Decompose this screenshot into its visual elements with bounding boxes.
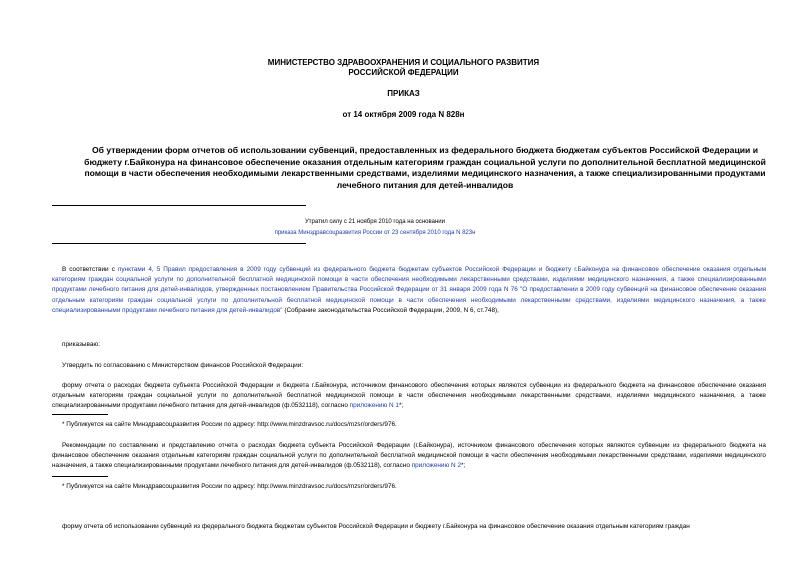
item-3-paragraph: форму отчета об использовании субвенций из федерального бюджета бюджетам субъектов Российской Федерации и бюджету г.Байконура на финансовое обеспечение оказания отдельным категориям граждан bbox=[62, 523, 690, 530]
footnote-2: * Публикуется на сайте Минздравсоцразвития России по адресу: http://www.minzdravsoc.ru/docs/mzsr/orders/976. bbox=[62, 483, 397, 490]
appendix-2-link[interactable]: приложению N 2 bbox=[411, 462, 461, 470]
order-word: приказываю: bbox=[62, 341, 100, 348]
preamble-paragraph bbox=[52, 265, 766, 316]
preamble-intro: В соответствии с bbox=[62, 266, 115, 273]
footnote-1: * Публикуется на сайте Минздравсоцразвития России по адресу: http://www.minzdravsoc.ru/docs/mzsr/orders/976. bbox=[62, 421, 397, 428]
approve-line: Утвердить по согласованию с Министерством финансов Российской Федерации: bbox=[62, 362, 304, 369]
document-type: ПРИКАЗ bbox=[387, 89, 420, 98]
item-2-paragraph bbox=[52, 441, 766, 472]
ministry-line-1: МИНИСТЕРСТВО ЗДРАВООХРАНЕНИЯ И СОЦИАЛЬНОГО РАЗВИТИЯ bbox=[267, 58, 540, 67]
item-2-text: Рекомендации по составлению и представлению отчета о расходах бюджета субъекта Российской Федерации (г.Байконура), источником финансового обеспечения которых являются субвенции из федерального бюджета на финансовое обеспечение оказания отдельным категориям граждан социальной услуги по дополнительной бесплатной медицинской помощи в части обеспечения необходимыми лекарственными средствами, изделиями медицинского назначения, а также специализированными продуктами лечебного питания для детей-инвалидов (ф.0532118), согласно bbox=[52, 442, 766, 470]
rules-link[interactable]: пунктами 4, 5 Правил предоставления в 2009 году субвенций из федерального бюджета бюджетам субъектов Российской Федерации и бюджету г.Байконура на финансовое обеспечение оказания отдельным категориям граждан социальной услуги по дополнительной бесплатной медицинской помощи в части обеспечения необходимыми лекарственными средствами, изделиями медицинского назначения, а также специализированными продуктами лечебного питания для детей-инвалидов, утвержденных постановлением Правительства Российской Федерации от 31 января 2009 года N 76 "О предоставлении в 2009 году субвенций на финансовое обеспечение оказания отдельным категориям граждан социальной услуги по дополнительной бесплатной медицинской помощи в части обеспечения необходимыми лекарственными средствами, изделиями медицинского назначения, а также специализированными продуктами лечебного питания для детей-инвалидов" bbox=[52, 266, 766, 314]
annulment-order-link[interactable]: приказа Минздравсоцразвития России от 23 сентября 2010 года N 823н bbox=[274, 230, 476, 236]
ministry-line-2: РОССИЙСКОЙ ФЕДЕРАЦИИ bbox=[348, 68, 459, 77]
document-title: Об утверждении форм отчетов об использовании субвенций, предоставленных из федерального бюджета бюджетам субъектов Российской Федерации и бюджету г.Байконура на финансовое обеспечение оказания отдельным категориям граждан социальной услуги по дополнительной бесплатной медицинской помощи в части обеспечения необходимыми лекарственными средствами, изделиями медицинского назначения, а также специализированными продуктами лечебного питания для детей-инвалидов bbox=[84, 145, 766, 190]
item-1-tail: *; bbox=[398, 402, 404, 410]
annulment-rule-top bbox=[52, 205, 306, 206]
footnote-2-rule bbox=[52, 476, 108, 477]
item-2-tail: *; bbox=[461, 462, 466, 470]
preamble-tail: (Собрание законодательства Российской Федерации, 2009, N 6, ст.748), bbox=[282, 306, 499, 314]
annulment-text: Утратил силу с 21 ноября 2010 года на основании bbox=[305, 219, 445, 225]
annulment-rule-bottom bbox=[52, 243, 306, 244]
annulment-link[interactable] bbox=[210, 229, 540, 237]
appendix-1-link[interactable]: приложению N 1 bbox=[349, 402, 399, 410]
document-date-number: от 14 октября 2009 года N 828н bbox=[342, 110, 465, 119]
item-1-paragraph bbox=[52, 381, 766, 412]
item-1-text: форму отчета о расходах бюджета субъекта Российской Федерации и бюджета г.Байконура, источником финансового обеспечения которых являются субвенции из федерального бюджета на финансовое обеспечение оказания отдельным категориям граждан социальной услуги по дополнительной бесплатной медицинской помощи в части обеспечения необходимыми лекарственными средствами, изделиями медицинского назначения, а также специализированными продуктами лечебного питания для детей-инвалидов (ф.0532118), согласно bbox=[52, 382, 766, 410]
footnote-1-rule bbox=[52, 414, 108, 415]
